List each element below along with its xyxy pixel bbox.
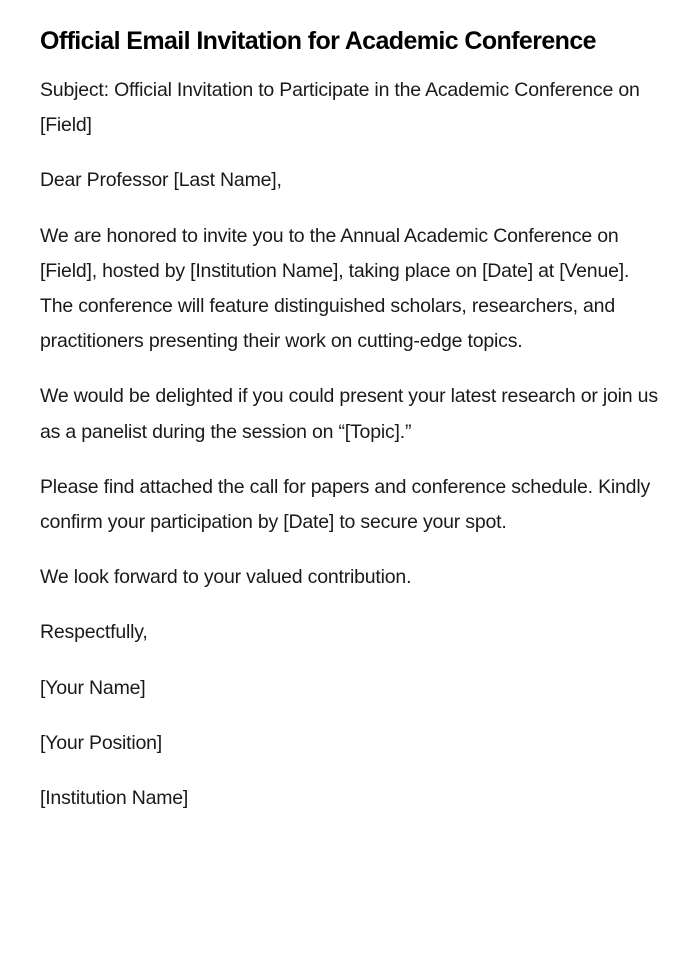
closing: Respectfully, xyxy=(40,621,148,644)
document-title: Official Email Invitation for Academic Conference xyxy=(40,27,596,55)
salutation: Dear Professor [Last Name], xyxy=(40,169,282,192)
signature-name: [Your Name] xyxy=(40,676,146,699)
body-paragraph-closing-line: We look forward to your valued contribution. xyxy=(40,566,412,589)
body-paragraph-attachment: Please find attached the call for papers and conference schedule. Kindly confirm your participation by [Date] to secure your spot. xyxy=(40,475,651,534)
body-paragraph-invitation: We are honored to invite you to the Annual Academic Conference on [Field], hosted by [Institution Name], taking place on [Date] at [Venue]. The conference will feature distinguished scholars, researchers, and practitioners presenting their work on cutting-edge topics. xyxy=(40,224,630,353)
signature-institution: [Institution Name] xyxy=(40,787,189,810)
body-paragraph-request: We would be delighted if you could present your latest research or join us as a panelist during the session on “[Topic].” xyxy=(40,385,658,443)
signature-position: [Your Position] xyxy=(40,731,163,754)
email-subject: Subject: Official Invitation to Participate in the Academic Conference on [Field] xyxy=(40,79,640,137)
